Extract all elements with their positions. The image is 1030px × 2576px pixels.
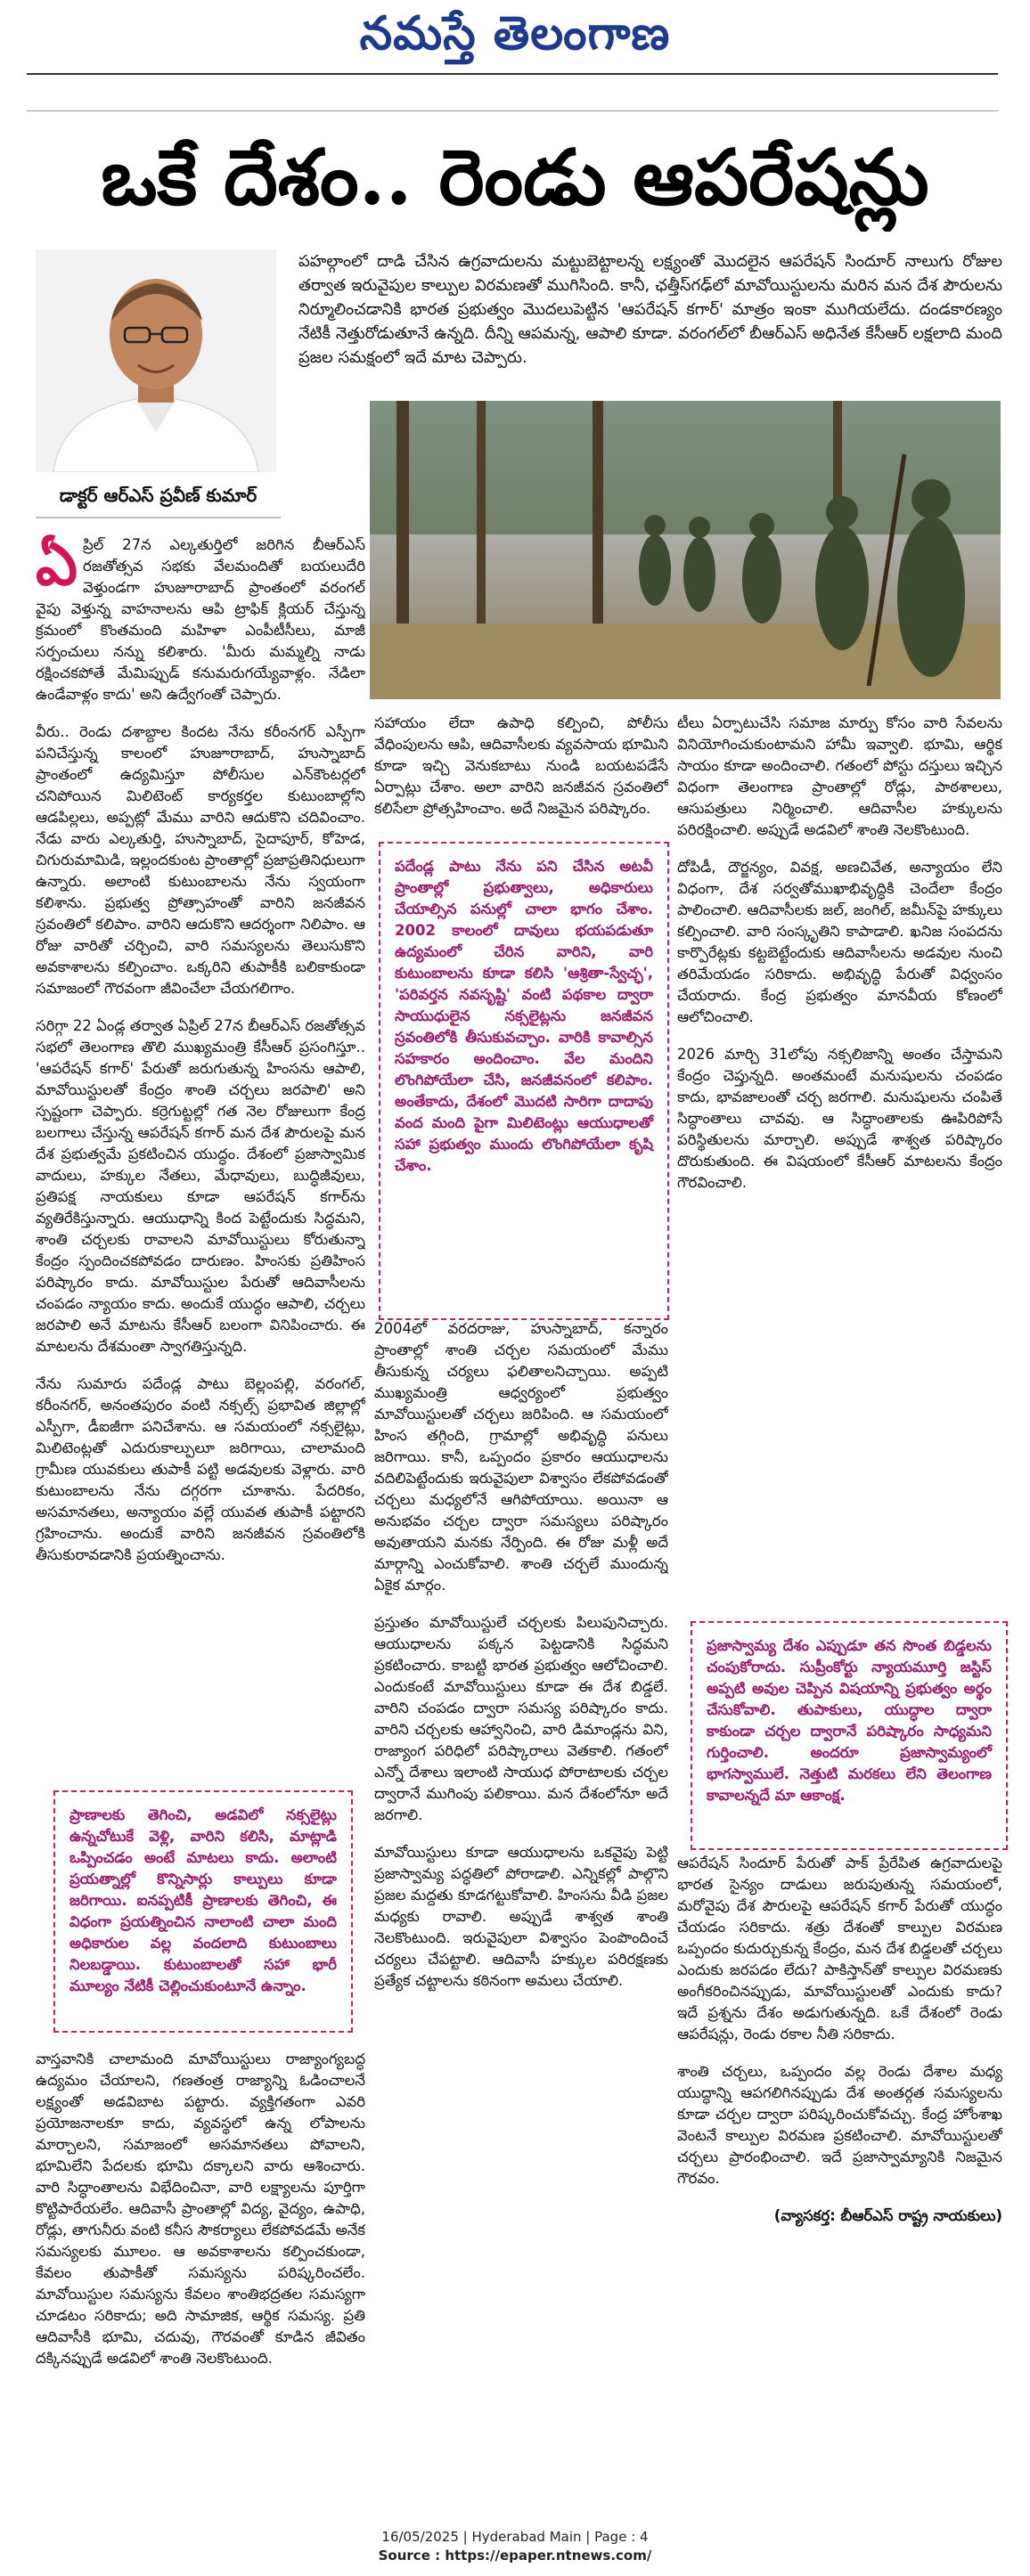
article-column-2 bbox=[374, 1318, 668, 2512]
author-photo bbox=[36, 249, 276, 472]
article-deck: పహల్గాంలో దాడి చేసిన ఉగ్రవాదులను మట్టుబెట్టాలన్న లక్ష్యంతో మొదలైన ఆపరేషన్ సిందూర్ నాలుగు రోజుల తర్వాత ఇరువైపుల కాల్పుల విరమణతో ముగిసింది. కానీ, ఛత్తీస్‌గఢ్‌లో మావోయిస్టులను మరిన మన దేశ పౌరులను నిర్మూలించడానికి భారత ప్రభుత్వం మొదలుపెట్టిన 'ఆపరేషన్ కగార్' మాత్రం ఇంకా ముగియలేదు. దండకారణ్యం నేటికీ నెత్తురోడుతూనే ఉన్నది. దీన్ని ఆపమన్న, ఆపాలి కూడా. వరంగల్‌లో బీఆర్‌ఎస్ అధినేత కేసీఆర్ లక్షలాది మంది ప్రజల సమక్షంలో ఇదే మాట చెప్పారు. bbox=[298, 252, 1002, 367]
article-paragraph: సహాయం లేదా ఉపాధి కల్పించి, పోలీసు వేధింపులను ఆపి, ఆదివాసీలకు వ్యవసాయ భూమిని కూడా ఇచ్చి వెనుకబాటు నుండి బయటపడేసే ఏర్పాట్లు చేశాం. అలా వారిని జనజీవన స్రవంతిలో కలిసేలా ప్రోత్సహించాం. అదే నిజమైన పరిష్కారం. bbox=[374, 714, 668, 817]
author-signoff: (వ్యాసకర్త: బీఆర్‌ఎస్ రాష్ట్ర నాయకులు) bbox=[773, 2207, 1002, 2224]
article-headline: ఒకే దేశం.. రెండు ఆపరేషన్లు bbox=[101, 133, 929, 223]
author-byline: డాక్టర్ ఆర్‌ఎస్ ప్రవీణ్ కుమార్ bbox=[59, 485, 258, 506]
edition-info: 16/05/2025 | Hyderabad Main | Page : 4 bbox=[381, 2529, 649, 2545]
article-photo-forest-patrol bbox=[370, 401, 1001, 699]
article-paragraph: ఆపరేషన్ సిందూర్ పేరుతో పాక్ ప్రేరేపిత ఉగ్రవాదులపై భారత సైన్యం దాడులు జరుపుతున్న సమయంలో, మరోవైపు దేశ పౌరులపై ఆపరేషన్ కగార్ పేరుతో యుద్ధం చేయడం సరికాదు. శత్రు దేశంతో కాల్పుల విరమణ ఒప్పందం కుదుర్చుకున్న కేంద్రం, మన దేశ బిడ్డలతో చర్చలు ఎందుకు జరపడం లేదు? పాకిస్తాన్‌తో కాల్పుల విరమణకు అంగీకరించినప్పుడు, మావోయిస్టులతో ఎందుకు కాదు? ఇదే ప్రశ్నను దేశం అడుగుతున్నది. ఒకే దేశంలో రెండు ఆపరేషన్లు, రెండు రకాల నీతి సరికాదు. bbox=[677, 1855, 1002, 2042]
byline-divider bbox=[36, 517, 281, 518]
article-column-3-continued bbox=[677, 1853, 1002, 2512]
article-paragraph: వీరు.. రెండు దశాబ్దాల కిందట నేను కరీంనగర్ ఎస్పీగా పనిచేస్తున్న కాలంలో హుజూరాబాద్, హుస్నాబాద్ ప్రాంతంలో ఉద్యమిస్తూ పోలీసుల ఎన్‌కౌంటర్లలో చనిపోయిన మిలిటెంట్ కార్యకర్తల కుటుంబాల్లోని ఆడపిల్లలు, అప్పట్లో మేము వారిని ఆదుకొని చదివించాం. నేడు వారు ఎల్కతుర్తి, హుస్నాబాద్, సైదాపూర్, కోహెడ, చిగురుమామిడి, ఇల్లందకుంట ప్రాంతాల్లో ప్రజాప్రతినిధులుగా ఉన్నారు. అలాంటి కుటుంబాలను నేను స్వయంగా కలిశాను. ప్రభుత్వ ప్రోత్సాహంతో వారిని జనజీవన స్రవంతిలో కలిపాం. వారిని ఆదుకొని ఆదర్శంగా నిలిపాం. ఆ రోజు వారితో చర్చించి, వారి సమస్యలను తెలుసుకొని అవకాశాలను కల్పించాం. ఒక్కరిని తుపాకీకి బలికాకుండా సమాజంలో గౌరవంగా జీవించేలా చేయగలిగాం. bbox=[36, 723, 365, 997]
article-paragraph: సరిగ్గా 22 ఏండ్ల తర్వాత ఏప్రిల్ 27న బీఆర్‌ఎస్ రజతోత్సవ సభలో తెలంగాణ తొలి ముఖ్యమంత్రి కేసీఆర్ ప్రసంగిస్తూ.. 'ఆపరేషన్ కగార్' పేరుతో జరుగుతున్న హింసను ఆపాలి, మావోయిస్టులతో కేంద్రం శాంతి చర్చలు జరపాలి' అని స్పష్టంగా చెప్పారు. కర్రెగుట్టల్లో గత నెల రోజులుగా కేంద్ర బలగాలు చేస్తున్న ఆపరేషన్ కగార్ మన దేశ పౌరులపై మన దేశ ప్రభుత్వమే ప్రకటించిన యుద్ధం. దేశంలో ప్రజాస్వామిక వాదులు, హక్కుల నేతలు, మేధావులు, బుద్ధిజీవులు, ప్రతిపక్ష నాయకులు కూడా ఆపరేషన్ కగార్‌ను వ్యతిరేకిస్తున్నారు. ఆయుధాన్ని కింద పెట్టేందుకు సిద్ధమని, శాంతి చర్చలకు రావాలని మావోయిస్టులు కోరుతున్నా కేంద్రం స్పందించకపోవడం దారుణం. హింసకు ప్రతిహింస పరిష్కారం కాదు. మావోయిస్టుల పేరుతో ఆదివాసీలను చంపడం న్యాయం కాదు. అందుకే యుద్ధం ఆపాలి, చర్చలు జరపాలి అనే మాటను కేసీఆర్ బలంగా వినిపించారు. ఈ మాటలను దేశమంతా స్వాగతిస్తున్నది. bbox=[36, 1017, 365, 1355]
article-paragraph: దోపిడీ, దౌర్జన్యం, వివక్ష, అణచివేత, అన్యాయం లేని విధంగా, దేశ సర్వతోముఖాభివృద్ధికి చెందేలా కేంద్రం పాలించాలి. ఆదివాసీలకు జల్, జంగిల్, జమీన్‌పై హక్కులు కల్పించాలి. వారి సంస్కృతిని కాపాడాలి. ఖనిజ సంపదను కార్పొరేట్లకు కట్టబెట్టేందుకు ఆదివాసీలను అడవుల నుంచి తరిమేయడం సరికాదు. అభివృద్ధి పేరుతో విధ్వంసం చేయరాదు. కేంద్ర ప్రభుత్వం మానవీయ కోణంలో ఆలోచించాలి. bbox=[677, 859, 1002, 1025]
article-paragraph: ప్రస్తుతం మావోయిస్టులే చర్చలకు పిలుపునిచ్చారు. ఆయుధాలను పక్కన పెట్టడానికి సిద్ధమని ప్రకటించారు. కాబట్టి భారత ప్రభుత్వం ఆలోచించాలి. ఎందుకంటే మావోయిస్టులు కూడా ఈ దేశ బిడ్డలే. వారిని చంపడం ద్వారా సమస్య పరిష్కారం కాదు. వారిని చర్చలకు ఆహ్వానించి, వారి డిమాండ్లను విని, రాజ్యాంగ పరిధిలో పరిష్కారాలు వెతకాలి. గతంలో ఎన్నో దేశాలు ఇలాంటి సాయుధ పోరాటాలకు చర్చల ద్వారానే ముగింపు పలికాయి. మన దేశంలోనూ అదే జరగాలి. bbox=[374, 1614, 668, 1823]
article-paragraph: ఏప్రిల్ 27న ఎల్కతుర్తిలో జరిగిన బీఆర్‌ఎస్ రజతోత్సవ సభకు వేలమందితో బయలుదేరి వెళ్తుండగా హుజూరాబాద్ ప్రాంతంలో వరంగల్ వైపు వెళ్తున్న వాహనాలను ఆపి ట్రాఫిక్ క్లియర్ చేస్తున్న క్రమంలో కొంతమంది మహిళా ఎంపీటీసీలు, మాజీ సర్పంచులు నన్ను కలిశారు. 'మీరు మమ్మల్ని నాడు రక్షించకపోతే మేమిప్పుడ్ కనుమరుగయ్యేవాళ్లం. నేడిలా ఉండేవాళ్లం కాదు' అని ఉద్వేగంతో చెప్పారు. bbox=[36, 534, 365, 703]
article-column-1 bbox=[36, 534, 365, 1773]
article-paragraph: వాస్తవానికి చాలామంది మావోయిస్టులు రాజ్యాంగ్యబద్ధ ఉద్యమం చేయాలని, గణతంత్ర రాజ్యాన్ని ఓడించాలనే లక్ష్యంతో అడవిబాట పట్టారు. వ్యక్తిగతంగా ఎవరి ప్రయోజనాలకూ కాదు, వ్యవస్థలో ఉన్న లోపాలను మార్చాలని, సమాజంలో అసమానతలు పోవాలని, భూమిలేని పేదలకు భూమి దక్కాలని వారు ఆశించారు. వారి సిద్ధాంతాలను విభేదించినా, వారి లక్ష్యాలను పూర్తిగా కొట్టిపారేయలేం. ఆదివాసీ ప్రాంతాల్లో విద్య, వైద్యం, ఉపాధి, రోడ్లు, తాగునీరు వంటి కనీస సౌకర్యాలు లేకపోవడమే అనేక సమస్యలకు మూలం. ఆ అవకాశాలను కల్పించకుండా, కేవలం తుపాకీతో సమస్యను పరిష్కరించలేం. మావోయిస్టుల సమస్యను కేవలం శాంతిభద్రతల సమస్యగా చూడటం సరికాదు; అది సామాజిక, ఆర్థిక సమస్య. ప్రతి ఆదివాసీకి భూమి, చదువు, గౌరవంతో కూడిన జీవితం దక్కినప్పుడే అడవిలో శాంతి నెలకొంటుంది. bbox=[36, 2050, 365, 2367]
article-column-2-top bbox=[374, 713, 668, 828]
pull-quote: ప్రాణాలకు తెగించి, అడవిలో నక్సలైట్లు ఉన్నచోటుకే వెళ్లి, వారిని కలిసి, మాట్లాడి ఒప్పించడం అంటే మాటలు కాదు. అలాంటి ప్రయత్నాల్లో కొన్నిసార్లు కాల్పులు కూడా జరిగాయి. ఐనప్పటికీ ప్రాణాలకు తెగించి, ఈ విధంగా ప్రయత్నించిన నాలాంటి చాలా మంది అధికారుల వల్ల వందలాది కుటుంబాలు నిలబడ్డాయి. కుటుంబాలతో సహా భారీ మూల్యం నేటికీ చెల్లించుకుంటూనే ఉన్నాం. bbox=[53, 1790, 353, 2033]
page-footer bbox=[0, 2528, 1030, 2565]
article-paragraph: నేను సుమారు పదేండ్ల పాటు బెల్లంపల్లి, వరంగల్, కరీంనగర్, అనంతపురం వంటి నక్సల్స్ ప్రభావిత జిల్లాల్లో ఎస్పీగా, డీఐజీగా పనిచేశాను. ఆ సమయంలో నక్సలైట్లు, మిలిటెంట్లతో ఎదురుకాల్పులూ జరిగాయి, చాలామంది గ్రామీణ యువకులు తుపాకీ పట్టి అడవులకు వెళ్లారు. వారి కుటుంబాలను నేను దగ్గరగా చూశాను. పేదరికం, అసమానతలు, అన్యాయం వల్లే యువత తుపాకీ పట్టారని గ్రహించాను. అందుకే వారిని జనజీవన స్రవంతిలోకి తీసుకురావడానికి ప్రయత్నించాను. bbox=[36, 1375, 365, 1563]
article-paragraph: మావోయిస్టులు కూడా ఆయుధాలను ఒకవైపు పెట్టి ప్రజాస్వామ్య పద్ధతిలో పోరాడాలి. ఎన్నికల్లో పాల్గొని ప్రజల మద్దతు కూడగట్టుకోవాలి. హింసను వీడి ప్రజల మధ్యకు రావాలి. అప్పుడే శాశ్వత శాంతి నెలకొంటుంది. ఇరువైపులా విశ్వాసం పెంపొందించే చర్యలు చేపట్టాలి. ఆదివాసీ హక్కుల పరిరక్షణకు ప్రత్యేక చట్టాలను కఠినంగా అమలు చేయాలి. bbox=[374, 1844, 668, 1989]
article-column-1-continued bbox=[36, 2049, 365, 2512]
article-paragraph: 2004లో వరదరాజు, హుస్నాబాద్, కన్నారం ప్రాంతాల్లో శాంతి చర్చల సమయంలో మేము తీసుకున్న చర్యలు ఫలితాలనిచ్చాయి. అప్పటి ముఖ్యమంత్రి ఆధ్వర్యంలో ప్రభుత్వం మావోయిస్టులతో చర్చలు జరిపింది. ఆ సమయంలో హింస తగ్గింది, గ్రామాల్లో అభివృద్ధి పనులు జరిగాయి. కానీ, ఒప్పందం ప్రకారం ఆయుధాలను వదిలిపెట్టేందుకు ఇరువైపులా విశ్వాసం లేకపోవడంతో చర్చలు మధ్యలోనే ఆగిపోయాయి. అయినా ఆ అనుభవం చర్చల ద్వారా సమస్యలు పరిష్కారం అవుతాయని మనకు నేర్పింది. ఈ రోజు మళ్లీ అదే మార్గాన్ని ఎంచుకోవాలి. శాంతి చర్చలే ముందున్న ఏకైక మార్గం. bbox=[374, 1320, 668, 1594]
masthead-rule bbox=[27, 73, 998, 75]
headline-rule bbox=[27, 110, 998, 111]
article-column-3 bbox=[677, 713, 1002, 1603]
article-paragraph: టీలు ఏర్పాటుచేసి సమాజ మార్పు కోసం వారి సేవలను వినియోగించుకుంటామని హామీ ఇవ్వాలి. భూమి, ఆర్థిక సాయం కూడా అందించాలి. గతంలో పోస్టు దస్తులు ఇచ్చిన విధంగా తెలంగాణ ప్రాంతాల్లో రోడ్లు, పాఠశాలలు, ఆసుపత్రులు నిర్మించాలి. ఆదివాసీల హక్కులను పరిరక్షించాలి. అప్పుడే అడవిలో శాంతి నెలకొంటుంది. bbox=[677, 714, 1002, 838]
masthead-title: నమస్తే తెలంగాణ bbox=[359, 7, 671, 61]
masthead bbox=[0, 0, 1030, 71]
source-link[interactable]: Source : https://epaper.ntnews.com/ bbox=[378, 2547, 652, 2564]
pull-quote: పదేండ్ల పాటు నేను పని చేసిన అటవీ ప్రాంతాల్లో ప్రభుత్వాలు, అధికారులు చేయాల్సిన పనుల్లో చాలా భాగం చేశాం. 2002 కాలంలో దావులు భయపడుతూ ఉద్యమంలో చేరిన వారిని, వారి కుటుంబాలను కూడా కలిసి 'ఆశ్రితా-స్వేచ్ఛ', 'పరివర్తన నవసృష్టి' వంటి పథకాల ద్వారా సాయుధులైన నక్సలైట్లను జనజీవన స్రవంతిలోకి తీసుకువచ్చాం. వారికి కావాల్సిన సహకారం అందించాం. వేల మందిని లొంగిపోయేలా చేసి, జనజీవనంలో కలిపాం. అంతేకాదు, దేశంలో మొదటి సారిగా దాదాపు వంద మంది పైగా మిలిటెంట్లు ఆయుధాలతో సహా ప్రభుత్వం ముందు లొంగిపోయేలా కృషి చేశాం. bbox=[379, 842, 669, 1320]
drop-cap: ఏ bbox=[36, 534, 78, 599]
article-paragraph: శాంతి చర్చలు, ఒప్పందం వల్ల రెండు దేశాల మధ్య యుద్ధాన్ని ఆపగలిగినప్పుడు దేశ అంతర్గత సమస్యలను కూడా చర్చల ద్వారా పరిష్కరించుకోవచ్చు. కేంద్ర హోంశాఖ వెంటనే కాల్పుల విరమణ ప్రకటించాలి. మావోయిస్టులతో చర్చలు ప్రారంభించాలి. ఇదే ప్రజాస్వామ్యానికి నిజమైన గౌరవం. bbox=[677, 2063, 1002, 2187]
pull-quote: ప్రజాస్వామ్య దేశం ఎప్పుడూ తన సొంత బిడ్డలను చంపుకోరాదు. సుప్రీంకోర్టు న్యాయమూర్తి జస్టిస్ అప్పటి అవుల చెప్పిన విషయాన్ని ప్రభుత్వం అర్థం చేసుకోవాలి. తుపాకులు, యుద్ధాల ద్వారా కాకుండా చర్చల ద్వారానే పరిష్కారం సాధ్యమని గుర్తించాలి. అందరూ ప్రజాస్వామ్యంలో భాగస్వాములే. నెత్తుటి మరకలు లేని తెలంగాణ కావాలన్నదే మా ఆకాంక్ష. bbox=[691, 1621, 1008, 1850]
article-paragraph: 2026 మార్చి 31లోపు నక్సలిజాన్ని అంతం చేస్తామని కేంద్రం చెప్తున్నది. అంతమంటే మనుషులను చంపడం కాదు, భావజాలంతో చర్చ జరగాలి. మనుషులను చంపితే సిద్ధాంతాలు చావవు. ఆ సిద్ధాంతాలకు ఊపిరిపోసే పరిస్థితులను మార్చాలి. అప్పుడే శాశ్వత పరిష్కారం దొరుకుతుంది. ఈ విషయంలో కేసీఆర్ మాటలను కేంద్రం గౌరవించాలి. bbox=[677, 1046, 1002, 1191]
